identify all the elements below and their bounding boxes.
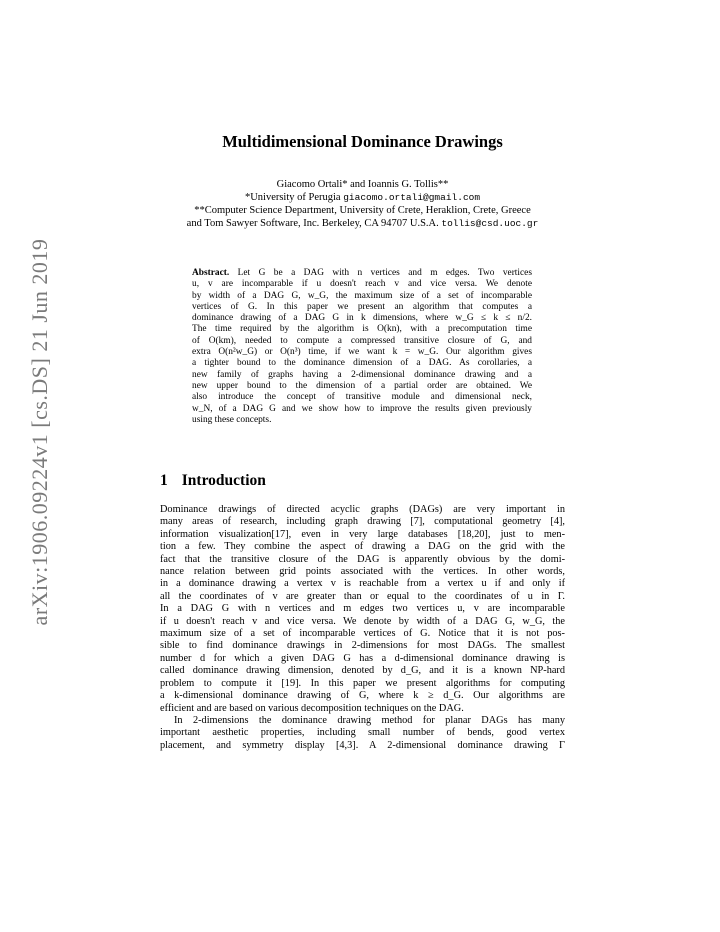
body-line: in a dominance drawing a vertex v is reachable from a vertex u if and only if — [160, 578, 565, 590]
body-line: called dominance drawing dimension, denoted by d_G, and it is a known NP-hard — [160, 665, 565, 677]
body-line: efficient and are based on various decomposition techniques on the DAG. — [160, 702, 464, 714]
abstract-line: vertices of G. In this paper we present an algorithm that computes a — [192, 301, 532, 312]
body-line: fact that the transitive closure of the DAG is apparently obvious by the domi- — [160, 553, 565, 565]
abstract-line: new family of graphs having a 2-dimensional dominance drawing and a — [192, 369, 532, 380]
arxiv-stamp-text: arXiv:1906.09224v1 [cs.DS] 21 Jun 2019 — [27, 238, 52, 626]
abstract-line: a tighter bound to the dominance dimension of a DAG. As corollaries, a — [192, 358, 532, 369]
abstract-line: also introduce the concept of transitive module and dimensional neck, — [192, 392, 532, 403]
body-line: sible to find dominance drawings in 2-dimensions for most DAGs. The smallest — [160, 640, 565, 652]
abstract-line: by width of a DAG G, w_G, the maximum size of a set of incomparable — [192, 290, 532, 301]
email-2: tollis@csd.uoc.gr — [441, 218, 539, 229]
body-line: all the coordinates of v are greater than or equal to the coordinates of u in Γ. — [160, 590, 565, 602]
author-names: Giacomo Ortali* and Ioannis G. Tollis** — [276, 179, 449, 190]
body-line: Dominance drawings of directed acyclic graphs (DAGs) are very important in — [160, 504, 565, 515]
abstract — [192, 268, 532, 426]
abstract-line: extra O(n²w_G) or O(n³) time, if we want k = w_G. Our algorithm gives — [192, 347, 532, 358]
affiliation-2: **Computer Science Department, University of Crete, Heraklion, Crete, Greece — [194, 205, 531, 216]
section-number: 1 — [160, 472, 168, 489]
body-line: tion a few. They combine the aspect of drawing a DAG on the grid with the — [160, 541, 565, 553]
authors-block — [160, 178, 565, 230]
introduction-text — [160, 504, 565, 752]
body-line: a k-dimensional dominance drawing of G, where k ≥ d_G. Our algorithms are — [160, 690, 565, 702]
body-line: maximum size of a set of incomparable vertices of G. Notice that it is not pos- — [160, 628, 565, 640]
body-line: if u doesn't reach v and vice versa. We denote by width of a DAG G, w_G, the — [160, 615, 565, 627]
abstract-line: w_N, of a DAG G and we show how to improve the results given previously — [192, 403, 532, 414]
body-line: nance relation between grid points associated with the vertices. In other words, — [160, 566, 565, 578]
affiliation-1: *University of Perugia giacomo.ortali@gmail.com — [244, 192, 481, 203]
body-line: placement, and symmetry display [4,3]. A 2-dimensional dominance drawing Γ — [160, 739, 565, 751]
body-line: important aesthetic properties, including small number of bends, good vertex — [160, 727, 565, 739]
abstract-line: u, v are incomparable if u doesn't reach v and vice versa. We denote — [192, 279, 532, 290]
section-title: Introduction — [181, 472, 266, 489]
body-line: information visualization[17], even in very large databases [18,20], just to men- — [160, 528, 565, 540]
affiliation-3: and Tom Sawyer Software, Inc. Berkeley, CA 94707 U.S.A. tollis@csd.uoc.gr — [186, 218, 539, 229]
abstract-line: Abstract. Let G be a DAG with n vertices and m edges. Two vertices — [192, 268, 532, 278]
abstract-line: dominance drawing of a DAG G in k dimensions, where w_G ≤ k ≤ n/2. — [192, 313, 532, 324]
abstract-line: of O(km), needed to compute a compressed transitive closure of G, and — [192, 335, 532, 346]
body-line: number d for which a given DAG G has a d-dimensional dominance drawing is — [160, 652, 565, 664]
abstract-label: Abstract. — [192, 268, 230, 278]
body-line: In 2-dimensions the dominance drawing method for planar DAGs has many — [174, 714, 565, 726]
section-heading — [160, 472, 266, 490]
body-line: In a DAG G with n vertices and m edges two vertices u, v are incomparable — [160, 603, 565, 615]
body-line: problem to compute it [19]. In this paper we present algorithms for computing — [160, 677, 565, 689]
abstract-line: The time required by the algorithm is O(kn), with a precomputation time — [192, 324, 532, 335]
abstract-line: new upper bound to the dimension of a partial order are obtained. We — [192, 380, 532, 391]
body-line: many areas of research, including graph drawing [7], computational geometry [4], — [160, 516, 565, 528]
paper-title: Multidimensional Dominance Drawings — [222, 132, 503, 151]
abstract-line: using these concepts. — [192, 414, 272, 425]
email-1: giacomo.ortali@gmail.com — [343, 192, 481, 203]
